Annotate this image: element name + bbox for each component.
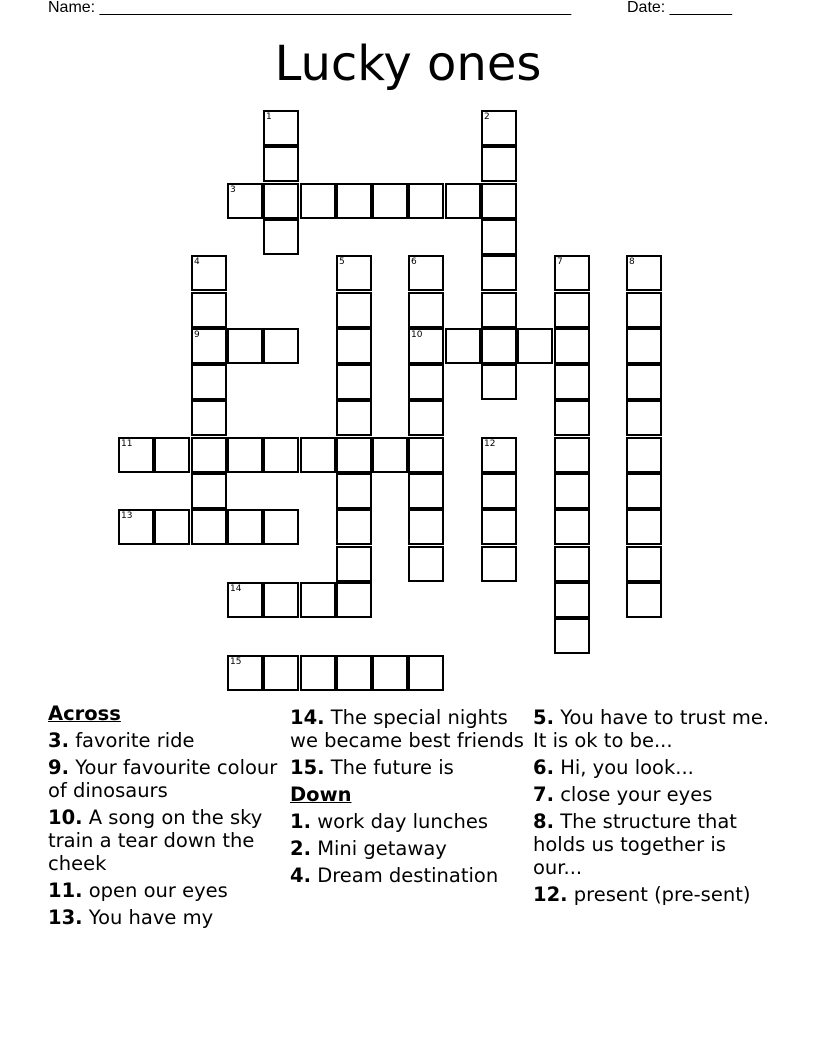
clue-item	[533, 783, 773, 806]
grid-cell[interactable]	[191, 509, 227, 545]
grid-cell[interactable]	[408, 364, 444, 400]
clue-text: You have my	[88, 906, 214, 929]
grid-cell[interactable]	[336, 546, 372, 582]
grid-cell[interactable]	[481, 183, 517, 219]
grid-cell[interactable]	[517, 328, 553, 364]
cell-number: 12	[484, 439, 496, 449]
grid-cell[interactable]	[154, 437, 190, 473]
clue-text: You have to trust me. It is ok to be...	[533, 706, 770, 752]
grid-cell[interactable]	[263, 328, 299, 364]
clue-item	[48, 756, 284, 802]
grid-cell[interactable]	[626, 364, 662, 400]
clue-item	[533, 810, 773, 879]
clue-text: Hi, you look...	[560, 756, 694, 779]
clue-number: 2.	[290, 837, 311, 860]
clue-number: 7.	[533, 783, 554, 806]
grid-cell[interactable]	[626, 328, 662, 364]
clue-number: 11.	[48, 879, 83, 902]
clue-number: 3.	[48, 729, 69, 752]
cell-number: 14	[230, 584, 242, 594]
grid-cell[interactable]	[263, 655, 299, 691]
grid-cell[interactable]	[408, 292, 444, 328]
grid-cell[interactable]	[481, 146, 517, 182]
grid-cell[interactable]	[626, 473, 662, 509]
cell-number: 1	[266, 112, 272, 122]
grid-cell[interactable]	[154, 509, 190, 545]
grid-cell[interactable]	[481, 110, 517, 146]
grid-cell[interactable]	[626, 582, 662, 618]
down-heading: Down	[290, 783, 352, 806]
grid-cell[interactable]	[554, 292, 590, 328]
clue-item	[533, 756, 773, 779]
grid-cell[interactable]	[263, 509, 299, 545]
grid-cell[interactable]	[336, 509, 372, 545]
grid-cell[interactable]	[118, 509, 154, 545]
clue-text: Your favourite colour of dinosaurs	[48, 756, 278, 802]
grid-cell[interactable]	[263, 110, 299, 146]
cell-number: 5	[339, 257, 345, 267]
date-field-label: Date: _______	[627, 0, 732, 16]
grid-cell[interactable]	[336, 328, 372, 364]
cell-number: 7	[557, 257, 563, 267]
grid-cell[interactable]	[263, 437, 299, 473]
grid-cell[interactable]	[118, 437, 154, 473]
grid-cell[interactable]	[191, 328, 227, 364]
clue-text: Dream destination	[317, 864, 499, 887]
cell-number: 6	[411, 257, 417, 267]
clue-item	[48, 806, 284, 875]
grid-cell[interactable]	[445, 183, 481, 219]
clue-number: 4.	[290, 864, 311, 887]
grid-cell[interactable]	[372, 437, 408, 473]
grid-cell[interactable]	[336, 183, 372, 219]
clue-item	[48, 729, 284, 752]
grid-cell[interactable]	[263, 219, 299, 255]
clue-item	[48, 879, 284, 902]
clue-text: favorite ride	[75, 729, 195, 752]
clue-text: present (pre-sent)	[573, 883, 751, 906]
grid-cell[interactable]	[408, 183, 444, 219]
clue-text: open our eyes	[88, 879, 228, 902]
grid-cell[interactable]	[481, 364, 517, 400]
grid-cell[interactable]	[336, 473, 372, 509]
grid-cell[interactable]	[191, 255, 227, 291]
clue-number: 10.	[48, 806, 83, 829]
grid-cell[interactable]	[481, 473, 517, 509]
grid-cell[interactable]	[554, 255, 590, 291]
clue-text: The future is	[330, 756, 454, 779]
grid-cell[interactable]	[336, 292, 372, 328]
clue-number: 1.	[290, 810, 311, 833]
grid-cell[interactable]	[227, 437, 263, 473]
grid-cell[interactable]	[191, 437, 227, 473]
grid-cell[interactable]	[372, 655, 408, 691]
grid-cell[interactable]	[481, 509, 517, 545]
clue-number: 13.	[48, 906, 83, 929]
grid-cell[interactable]	[481, 546, 517, 582]
grid-cell[interactable]	[408, 509, 444, 545]
clue-number: 6.	[533, 756, 554, 779]
clue-text: Mini getaway	[317, 837, 447, 860]
clue-number: 15.	[290, 756, 325, 779]
grid-cell[interactable]	[263, 183, 299, 219]
grid-cell[interactable]	[481, 219, 517, 255]
grid-cell[interactable]	[408, 437, 444, 473]
clue-text: A song on the sky train a tear down the cheek	[48, 806, 263, 875]
grid-cell[interactable]	[408, 255, 444, 291]
grid-cell[interactable]	[554, 618, 590, 654]
grid-cell[interactable]	[336, 655, 372, 691]
grid-cell[interactable]	[227, 582, 263, 618]
grid-cell[interactable]	[626, 546, 662, 582]
clue-column-3	[533, 702, 773, 906]
grid-cell[interactable]	[408, 400, 444, 436]
grid-cell[interactable]	[191, 473, 227, 509]
grid-cell[interactable]	[554, 473, 590, 509]
grid-cell[interactable]	[626, 292, 662, 328]
grid-cell[interactable]	[300, 183, 336, 219]
clue-item	[48, 906, 284, 929]
cell-number: 15	[230, 657, 242, 667]
clue-text: work day lunches	[317, 810, 489, 833]
clue-item	[290, 810, 526, 833]
grid-cell[interactable]	[227, 509, 263, 545]
grid-cell[interactable]	[300, 655, 336, 691]
grid-cell[interactable]	[554, 437, 590, 473]
grid-cell[interactable]	[408, 655, 444, 691]
grid-cell[interactable]	[263, 582, 299, 618]
clue-column-1	[48, 702, 284, 929]
grid-cell[interactable]	[336, 400, 372, 436]
across-heading: Across	[48, 702, 121, 725]
clue-number: 9.	[48, 756, 69, 779]
grid-cell[interactable]	[227, 328, 263, 364]
cell-number: 13	[121, 511, 133, 521]
cell-number: 11	[121, 439, 133, 449]
grid-cell[interactable]	[408, 328, 444, 364]
grid-cell[interactable]	[227, 183, 263, 219]
grid-cell[interactable]	[554, 400, 590, 436]
grid-cell[interactable]	[554, 328, 590, 364]
grid-cell[interactable]	[481, 437, 517, 473]
cell-number: 4	[194, 257, 200, 267]
grid-cell[interactable]	[481, 292, 517, 328]
grid-cell[interactable]	[445, 328, 481, 364]
clue-text: The special nights we became best friends	[290, 706, 524, 752]
grid-cell[interactable]	[626, 509, 662, 545]
grid-cell[interactable]	[626, 255, 662, 291]
clue-number: 5.	[533, 706, 554, 729]
clue-number: 14.	[290, 706, 325, 729]
grid-cell[interactable]	[336, 582, 372, 618]
clue-text: close your eyes	[560, 783, 713, 806]
grid-cell[interactable]	[408, 546, 444, 582]
grid-cell[interactable]	[481, 328, 517, 364]
cell-number: 9	[194, 330, 200, 340]
cell-number: 3	[230, 185, 236, 195]
grid-cell[interactable]	[227, 655, 263, 691]
cell-number: 10	[411, 330, 423, 340]
grid-cell[interactable]	[626, 400, 662, 436]
grid-cell[interactable]	[408, 473, 444, 509]
cell-number: 8	[629, 257, 635, 267]
grid-cell[interactable]	[300, 582, 336, 618]
clue-item	[290, 864, 526, 887]
clue-item	[533, 883, 773, 906]
puzzle-title: Lucky ones	[274, 36, 542, 92]
grid-cell[interactable]	[626, 437, 662, 473]
grid-cell[interactable]	[191, 400, 227, 436]
grid-cell[interactable]	[554, 582, 590, 618]
name-field-label: Name: _____________________________________________________	[48, 0, 572, 16]
grid-cell[interactable]	[336, 255, 372, 291]
clue-item	[290, 756, 526, 779]
grid-cell[interactable]	[191, 364, 227, 400]
clue-text: The structure that holds us together is our...	[533, 810, 737, 879]
clue-number: 8.	[533, 810, 554, 833]
grid-cell[interactable]	[263, 146, 299, 182]
grid-cell[interactable]	[554, 364, 590, 400]
grid-cell[interactable]	[372, 183, 408, 219]
grid-cell[interactable]	[554, 509, 590, 545]
cell-number: 2	[484, 112, 490, 122]
grid-cell[interactable]	[300, 437, 336, 473]
grid-cell[interactable]	[336, 364, 372, 400]
clue-item	[290, 837, 526, 860]
grid-cell[interactable]	[191, 292, 227, 328]
grid-cell[interactable]	[554, 546, 590, 582]
grid-cell[interactable]	[336, 437, 372, 473]
clue-item	[290, 706, 526, 752]
clue-column-2	[290, 702, 526, 887]
clue-number: 12.	[533, 883, 568, 906]
grid-cell[interactable]	[481, 255, 517, 291]
clue-item	[533, 706, 773, 752]
